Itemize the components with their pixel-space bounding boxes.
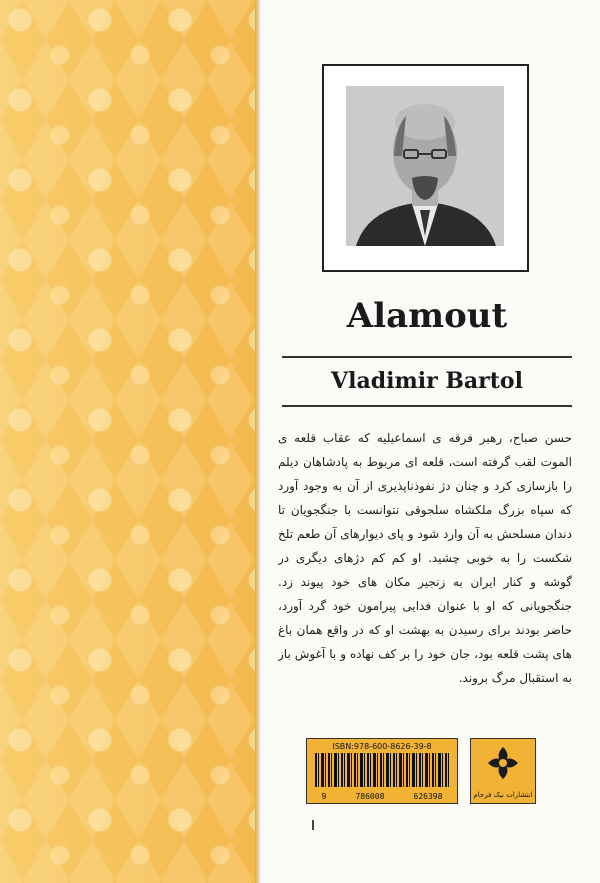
- barcode-digit-group-1: 786008: [355, 792, 385, 801]
- publisher-badge: [470, 738, 536, 804]
- back-cover-blurb: حسن صباح، رهبر فرقه ی اسماعیلیه که عقاب قلعه ی الموت لقب گرفته است، قلعه ای مربوط به پادشاهان دیلم را بازسازی کرد و چنان دژ نفوذناپذیری از آن به وجود آورد که سپاه بزرگ ملکشاه سلجوقی نتوانست با جنگجویان تا دندان مسلحش به آن وارد شود و پای دیوارهای آن طعم تلخ شکست را به خوبی چشید. او کم کم دژهای دیگری در گوشه و کنار ایران به زنجیر مکان های خود پیوند زد. جنگجویانی که او با عنوان فدایی پیرامون خود گرد آورد، حاضر بودند برای رسیدن به بهشت او که در واقع همان باغ های پشت قلعه بود، جان خود را بر کف نهاده و با آغوش باز به استقبال مرگ بروند.: [278, 431, 572, 685]
- author-divider: [282, 405, 572, 407]
- isbn-label: ISBN:978-600-8626-39-8: [332, 742, 432, 751]
- cover-mark: [312, 820, 314, 830]
- publisher-logo-icon: [486, 745, 520, 781]
- book-title: Alamout: [346, 296, 508, 336]
- author-name: Vladimir Bartol: [331, 368, 523, 394]
- barcode-digits: [307, 792, 457, 801]
- spine-edge: [255, 0, 260, 883]
- barcode-bars: [315, 753, 451, 787]
- barcode-digit-prefix: 9: [321, 792, 327, 801]
- title-divider: [282, 356, 572, 358]
- barcode-digit-group-2: 626398: [413, 792, 443, 801]
- cover-spine-pattern: [0, 0, 255, 883]
- publisher-name: انتشارات نیک فرجام: [473, 791, 533, 799]
- author-portrait-icon: [346, 86, 504, 246]
- isbn-barcode: [306, 738, 458, 804]
